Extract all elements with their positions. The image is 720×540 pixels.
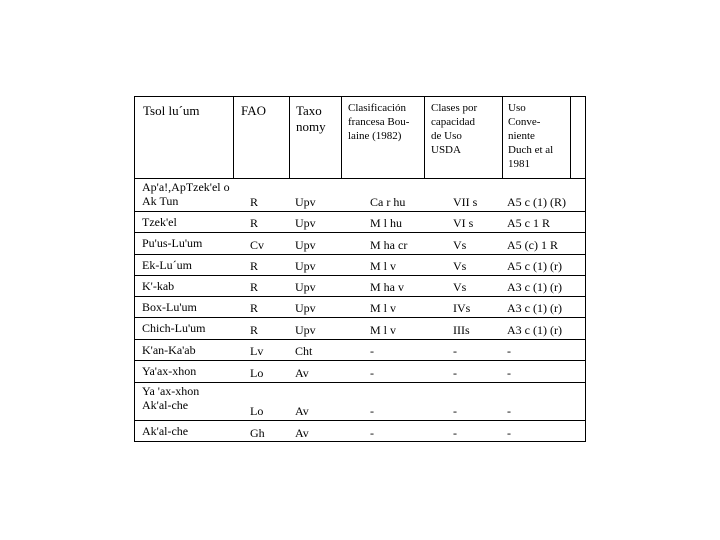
header-divider	[570, 97, 571, 178]
cell-fao: R	[250, 195, 259, 209]
cell-clasificacion: -	[370, 366, 374, 380]
cell-fao: Lo	[250, 404, 264, 418]
cell-clasificacion: -	[370, 404, 374, 418]
soil-classification-table	[134, 96, 586, 442]
cell-soil-name: Ya'ax-xhon	[142, 364, 197, 378]
cell-fao: R	[250, 216, 259, 230]
cell-soil-name: Tzek'el	[142, 215, 177, 229]
cell-clasificacion: M ha cr	[370, 238, 408, 252]
cell-uso-conveniente: -	[507, 366, 511, 380]
cell-clase-usda: Vs	[453, 280, 467, 294]
header-tsol-luum: Tsol lu´um	[143, 103, 200, 118]
header-clasificacion-francesa: Clasificación francesa Bou- laine (1982)	[348, 102, 410, 142]
table-row	[135, 178, 585, 211]
cell-fao: Lv	[250, 344, 264, 358]
cell-taxonomy: Upv	[295, 195, 316, 209]
cell-uso-conveniente: -	[507, 404, 511, 418]
cell-soil-name: K'an-Ka'ab	[142, 343, 196, 357]
cell-taxonomy: Upv	[295, 238, 316, 252]
cell-soil-name: Box-Lu'um	[142, 300, 197, 314]
cell-fao: R	[250, 280, 259, 294]
table-row	[135, 296, 585, 317]
cell-clasificacion: Ca r hu	[370, 195, 406, 209]
cell-uso-conveniente: A3 c (1) (r)	[507, 323, 562, 337]
cell-clasificacion: -	[370, 426, 374, 440]
table-row	[135, 317, 585, 339]
cell-clase-usda: IVs	[453, 301, 471, 315]
table-row	[135, 382, 585, 420]
cell-fao: Gh	[250, 426, 265, 440]
cell-clase-usda: Vs	[453, 259, 467, 273]
cell-soil-name: Ap'a!,ApTzek'el o Ak Tun	[142, 180, 230, 208]
table-row	[135, 339, 585, 360]
cell-taxonomy: Av	[295, 426, 309, 440]
table-row	[135, 254, 585, 275]
cell-clasificacion: M l hu	[370, 216, 403, 230]
cell-soil-name: Ya 'ax-xhon Ak'al-che	[142, 384, 200, 412]
header-fao: FAO	[241, 103, 267, 118]
cell-taxonomy: Upv	[295, 216, 316, 230]
cell-soil-name: Ak'al-che	[142, 424, 189, 438]
header-divider	[233, 97, 234, 178]
cell-fao: Cv	[250, 238, 265, 252]
table-row	[135, 360, 585, 382]
cell-taxonomy: Upv	[295, 323, 316, 337]
cell-clase-usda: VII s	[453, 195, 478, 209]
cell-clasificacion: M l v	[370, 301, 397, 315]
header-taxonomy: Taxo nomy	[296, 103, 326, 134]
cell-clasificacion: M l v	[370, 323, 397, 337]
table-row	[135, 275, 585, 296]
header-divider	[424, 97, 425, 178]
cell-uso-conveniente: -	[507, 344, 511, 358]
table-row	[135, 420, 585, 442]
cell-uso-conveniente: A5 c 1 R	[507, 216, 550, 230]
cell-clase-usda: VI s	[453, 216, 474, 230]
cell-clasificacion: -	[370, 344, 374, 358]
cell-soil-name: Ek-Lu´um	[142, 258, 192, 272]
cell-fao: R	[250, 301, 259, 315]
cell-fao: Lo	[250, 366, 264, 380]
cell-taxonomy: Cht	[295, 344, 313, 358]
table-header	[135, 97, 585, 178]
header-divider	[289, 97, 290, 178]
cell-uso-conveniente: A5 c (1) (R)	[507, 195, 566, 209]
header-divider	[341, 97, 342, 178]
cell-taxonomy: Upv	[295, 280, 316, 294]
cell-uso-conveniente: A5 c (1) (r)	[507, 259, 562, 273]
header-uso-conveniente: Uso Conve- niente Duch et al 1981	[508, 102, 554, 170]
cell-fao: R	[250, 323, 259, 337]
cell-clase-usda: -	[453, 366, 457, 380]
header-divider	[502, 97, 503, 178]
cell-clasificacion: M ha v	[370, 280, 404, 294]
cell-taxonomy: Upv	[295, 259, 316, 273]
cell-soil-name: K'-kab	[142, 279, 175, 293]
cell-uso-conveniente: A5 (c) 1 R	[507, 238, 558, 252]
cell-uso-conveniente: -	[507, 426, 511, 440]
cell-uso-conveniente: A3 c (1) (r)	[507, 301, 562, 315]
cell-clasificacion: M l v	[370, 259, 397, 273]
cell-clase-usda: -	[453, 404, 457, 418]
cell-uso-conveniente: A3 c (1) (r)	[507, 280, 562, 294]
header-clases-capacidad-uso: Clases por capacidad de Uso USDA	[431, 102, 478, 156]
cell-fao: R	[250, 259, 259, 273]
table-row	[135, 232, 585, 254]
cell-taxonomy: Av	[295, 366, 309, 380]
cell-taxonomy: Av	[295, 404, 309, 418]
cell-soil-name: Chich-Lu'um	[142, 321, 206, 335]
table-row	[135, 211, 585, 232]
cell-soil-name: Pu'us-Lu'um	[142, 236, 203, 250]
cell-clase-usda: -	[453, 426, 457, 440]
cell-clase-usda: Vs	[453, 238, 467, 252]
cell-clase-usda: IIIs	[453, 323, 470, 337]
cell-taxonomy: Upv	[295, 301, 316, 315]
cell-clase-usda: -	[453, 344, 457, 358]
